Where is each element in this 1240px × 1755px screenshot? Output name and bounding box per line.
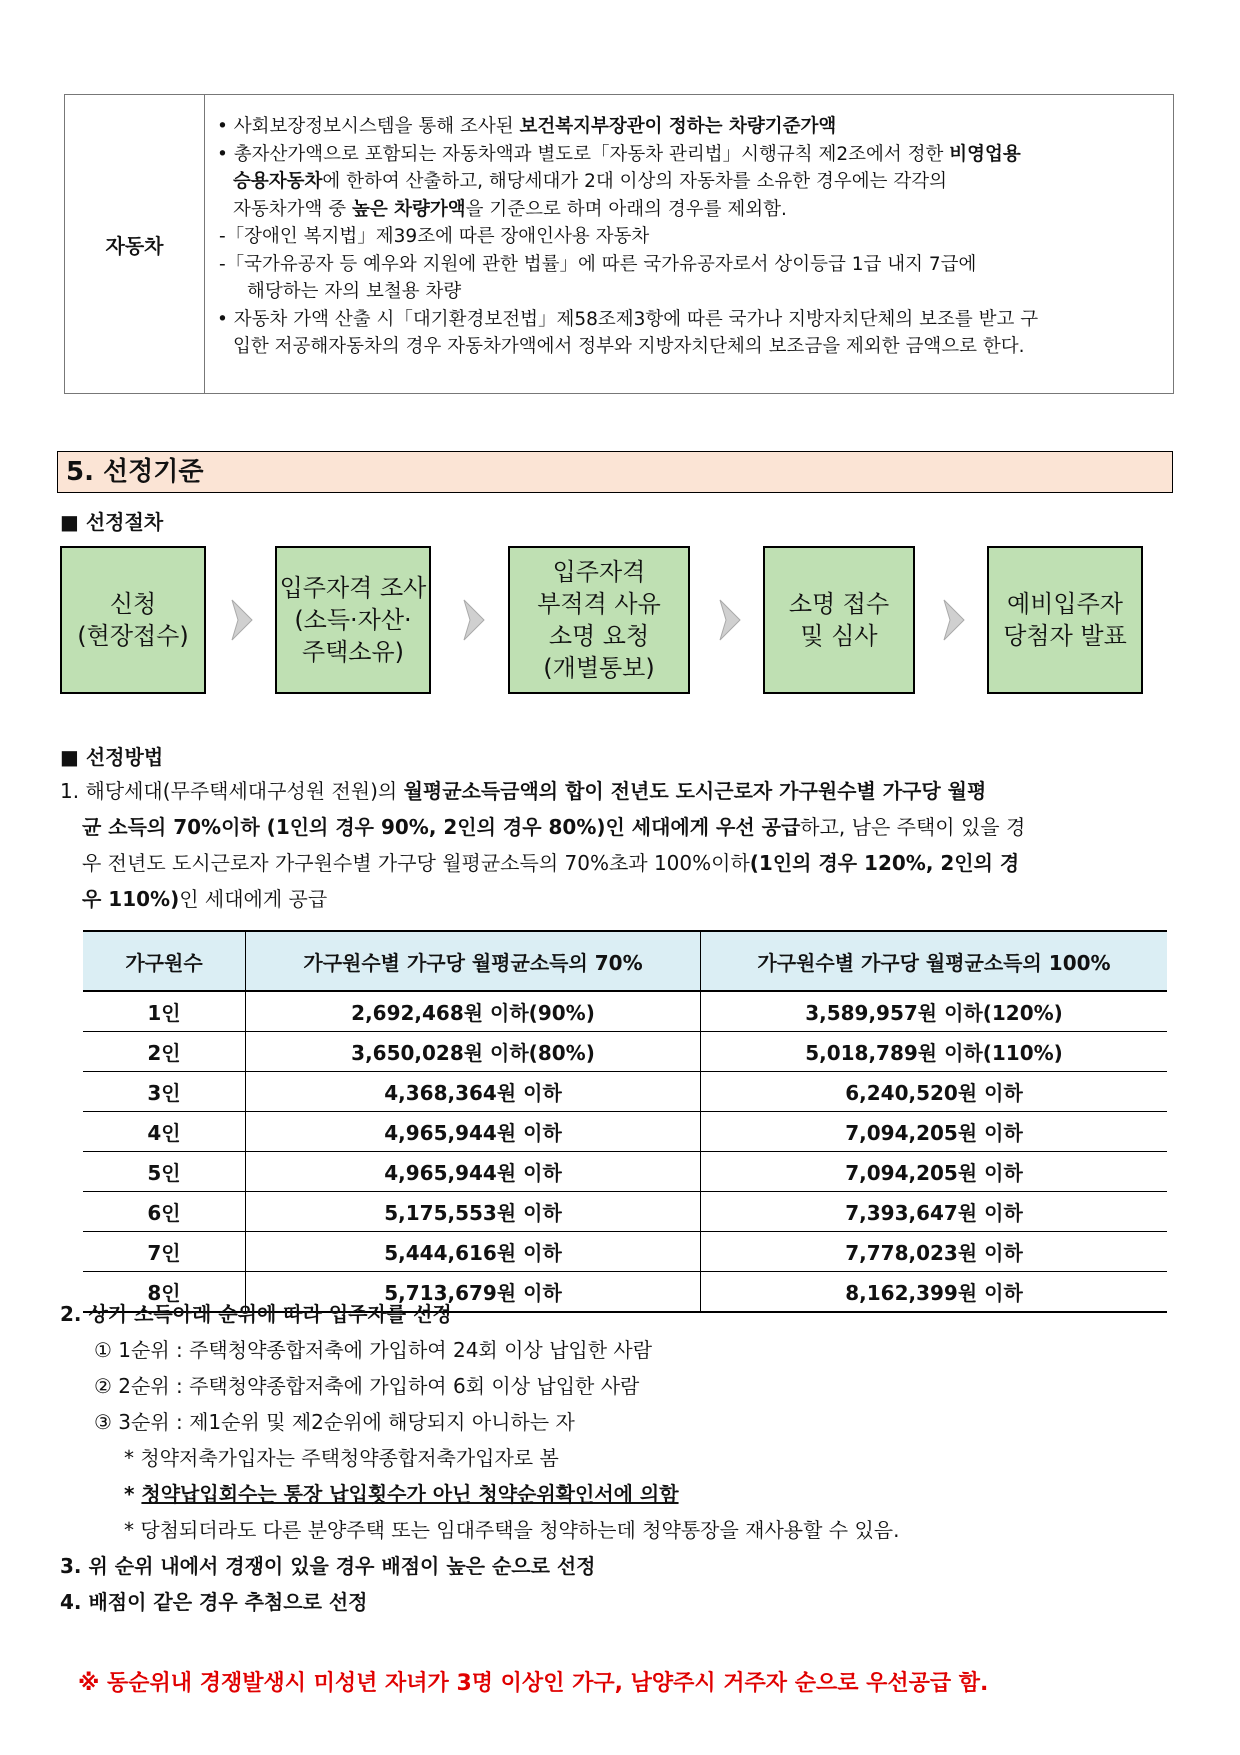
car-label: 자동차 <box>65 95 205 393</box>
table-cell: 4,965,944원 이하 <box>246 1152 701 1192</box>
table-cell: 4인 <box>83 1112 246 1152</box>
car-bullet-2: • 총자산가액으로 포함되는 자동차액과 별도로「자동차 관리법」시행규칙 제2조에서 정한 비영업용 <box>217 143 1021 165</box>
header-100-percent: 가구원수별 가구당 월평균소득의 100% <box>701 931 1168 991</box>
table-cell: 5,444,616원 이하 <box>246 1232 701 1272</box>
table-row <box>83 1032 1167 1072</box>
car-bullet-3: • 자동차 가액 산출 시「대기환경보전법」제58조제3항에 따른 국가나 지방자치단체의 보조를 받고 구 <box>217 308 1039 330</box>
car-description: • 사회보장정보시스템을 통해 조사된 보건복지부장관이 정하는 차량기준가액 • 총자산가액으로 포함되는 자동차액과 별도로「자동차 관리법」시행규칙 제2조에서 정한 비영업용 승용자동차에 한하여 산출하고, 해당세대가 2대 이상의 자동차를 소유한 경우에는 각각의 자동차가액 중 높은 차량가액을 기준으로 하며 아래의 경우를 제외함. -「장애인 복지법」제39조에 따른 장애인사용 자동차 -「국가유공자 등 예우와 지원에 관한 법률」에 따른 국가유공자로서 상이등급 1급 내지 7급에 해당하는 자의 보철용 차량 • 자동차 가액 산출 시「대기환경보전법」제58조제3항에 따른 국가나 지방자치단체의 보조를 받고 구 입한 저공해자동차의 경우 자동차가액에서 정부와 지방자치단체의 보조금을 제외한 금액으로 한다. <box>217 113 1162 361</box>
chevron-right-icon <box>940 598 968 642</box>
table-cell: 7인 <box>83 1232 246 1272</box>
table-cell: 6,240,520원 이하 <box>701 1072 1168 1112</box>
table-cell: 4,965,944원 이하 <box>246 1112 701 1152</box>
note-3: * 당첨되더라도 다른 분양주택 또는 임대주택을 청약하는데 청약통장을 재사용할 수 있음. <box>124 1518 900 1542</box>
table-cell: 2,692,468원 이하(90%) <box>246 991 701 1032</box>
table-header-row <box>83 931 1167 991</box>
ranking-item-2: 2. 상기 소득아래 순위에 따라 입주자를 선정 <box>60 1302 452 1326</box>
car-exception-1: -「장애인 복지법」제39조에 따른 장애인사용 자동차 <box>219 226 650 247</box>
flow-step-application: 신청 (현장접수) <box>60 546 206 694</box>
table-cell: 8인 <box>83 1272 246 1313</box>
table-cell: 5,175,553원 이하 <box>246 1192 701 1232</box>
note-1: * 청약저축가입자는 주택청약종합저축가입자로 봄 <box>124 1446 559 1470</box>
flow-step-eligibility-check: 입주자격 조사 (소득·자산· 주택소유) <box>275 546 431 694</box>
table-cell: 5,713,679원 이하 <box>246 1272 701 1313</box>
ranking-item-3: 3. 위 순위 내에서 경쟁이 있을 경우 배점이 높은 순으로 선정 <box>60 1554 596 1578</box>
table-row <box>83 1072 1167 1112</box>
table-cell: 7,393,647원 이하 <box>701 1192 1168 1232</box>
rank-2: ② 2순위 : 주택청약종합저축에 가입하여 6회 이상 납입한 사람 <box>94 1374 640 1398</box>
table-cell: 7,778,023원 이하 <box>701 1232 1168 1272</box>
chevron-right-icon <box>716 598 744 642</box>
table-row <box>83 1112 1167 1152</box>
flow-step-announcement: 예비입주자 당첨자 발표 <box>987 546 1143 694</box>
car-criteria-table <box>64 94 1174 394</box>
income-table <box>83 930 1167 1313</box>
header-70-percent: 가구원수별 가구당 월평균소득의 70% <box>246 931 701 991</box>
chevron-right-icon <box>228 598 256 642</box>
flow-step-explanation-request: 입주자격 부적격 사유 소명 요청 (개별통보) <box>508 546 690 694</box>
table-cell: 7,094,205원 이하 <box>701 1152 1168 1192</box>
table-cell: 3,589,957원 이하(120%) <box>701 991 1168 1032</box>
ranking-section <box>60 1296 1170 1620</box>
table-cell: 6인 <box>83 1192 246 1232</box>
table-row <box>83 1192 1167 1232</box>
method-heading: ■ 선정방법 <box>60 745 164 769</box>
section-title: 5. 선정기준 <box>57 451 1173 493</box>
priority-notice: ※ 동순위내 경쟁발생시 미성년 자녀가 3명 이상인 가구, 남양주시 거주자 순으로 우선공급 함. <box>78 1671 989 1696</box>
note-2: * 청약납입회수는 통장 납입횟수가 아닌 청약순위확인서에 의함 <box>124 1482 679 1506</box>
table-cell: 3인 <box>83 1072 246 1112</box>
rank-1: ① 1순위 : 주택청약종합저축에 가입하여 24회 이상 납입한 사람 <box>94 1338 653 1362</box>
table-row <box>83 991 1167 1032</box>
table-row <box>83 1152 1167 1192</box>
rank-3: ③ 3순위 : 제1순위 및 제2순위에 해당되지 아니하는 자 <box>94 1410 575 1434</box>
procedure-heading: ■ 선정절차 <box>60 510 164 534</box>
table-cell: 5,018,789원 이하(110%) <box>701 1032 1168 1072</box>
method-paragraph: 1. 해당세대(무주택세대구성원 전원)의 월평균소득금액의 합이 전년도 도시근로자 가구원수별 가구당 월평 균 소득의 70%이하 (1인의 경우 90%, 2인의 경우 80%)인 세대에게 우선 공급하고, 남은 주택이 있을 경 우 전년도 도시근로자 가구원수별 가구당 월평균소득의 70%초과 100%이하(1인의 경우 120%, 2인의 경 우 110%)인 세대에게 공급 <box>60 779 1026 911</box>
table-cell: 1인 <box>83 991 246 1032</box>
chevron-right-icon <box>460 598 488 642</box>
flow-step-review: 소명 접수 및 심사 <box>763 546 915 694</box>
car-bullet-1: • 사회보장정보시스템을 통해 조사된 보건복지부장관이 정하는 차량기준가액 <box>217 116 837 137</box>
table-cell: 2인 <box>83 1032 246 1072</box>
ranking-item-4: 4. 배점이 같은 경우 추첨으로 선정 <box>60 1590 368 1614</box>
table-cell: 7,094,205원 이하 <box>701 1112 1168 1152</box>
header-household-size: 가구원수 <box>83 931 246 991</box>
table-cell: 5인 <box>83 1152 246 1192</box>
car-exception-2: -「국가유공자 등 예우와 지원에 관한 법률」에 따른 국가유공자로서 상이등급 1급 내지 7급에 <box>219 253 977 275</box>
table-cell: 3,650,028원 이하(80%) <box>246 1032 701 1072</box>
table-row <box>83 1232 1167 1272</box>
table-cell: 8,162,399원 이하 <box>701 1272 1168 1313</box>
table-cell: 4,368,364원 이하 <box>246 1072 701 1112</box>
